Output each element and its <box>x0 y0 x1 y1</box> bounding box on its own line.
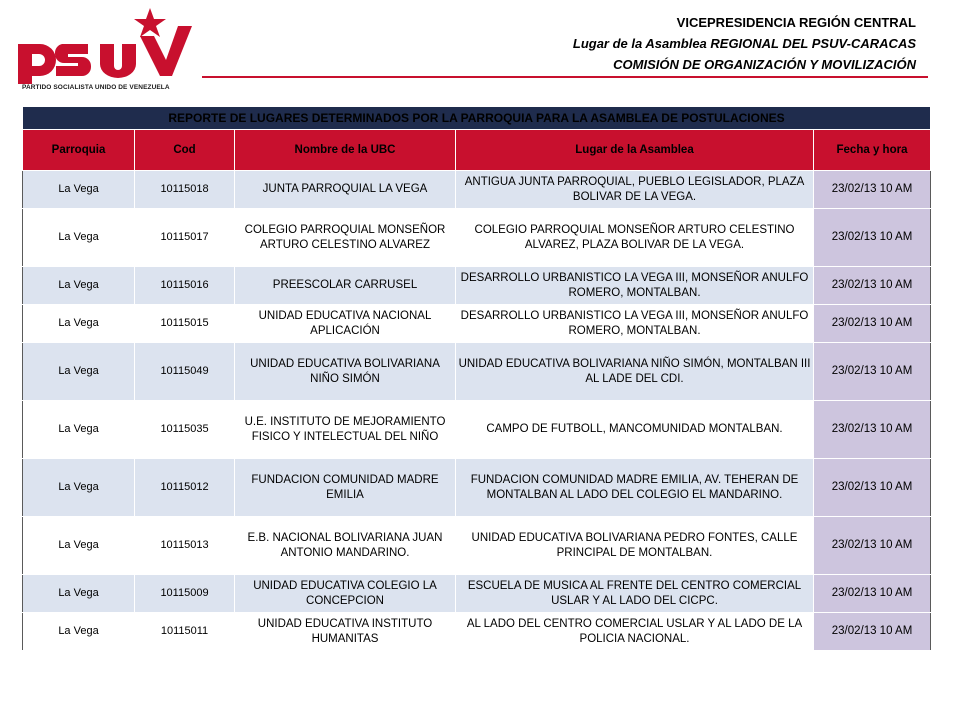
cell-cod: 10115009 <box>135 575 235 613</box>
cell-cod: 10115017 <box>135 209 235 267</box>
table-row <box>23 613 931 651</box>
cell-lugar: CAMPO DE FUTBOLL, MANCOMUNIDAD MONTALBAN. <box>456 401 814 459</box>
cell-fecha: 23/02/13 10 AM <box>814 613 931 651</box>
cell-ubc: UNIDAD EDUCATIVA COLEGIO LA CONCEPCION <box>235 575 456 613</box>
cell-lugar: UNIDAD EDUCATIVA BOLIVARIANA NIÑO SIMÓN, MONTALBAN III AL LADE DEL CDI. <box>456 343 814 401</box>
cell-parroquia: La Vega <box>23 517 135 575</box>
cell-parroquia: La Vega <box>23 343 135 401</box>
table-row <box>23 575 931 613</box>
column-header-fecha: Fecha y hora <box>814 130 931 171</box>
cell-parroquia: La Vega <box>23 459 135 517</box>
cell-fecha: 23/02/13 10 AM <box>814 575 931 613</box>
table-row <box>23 343 931 401</box>
table-row <box>23 401 931 459</box>
cell-lugar: ESCUELA DE MUSICA AL FRENTE DEL CENTRO COMERCIAL USLAR Y AL LADO DEL CICPC. <box>456 575 814 613</box>
header-line-2: Lugar de la Asamblea REGIONAL DEL PSUV-CARACAS <box>572 36 916 51</box>
table-row <box>23 459 931 517</box>
cell-parroquia: La Vega <box>23 613 135 651</box>
cell-fecha: 23/02/13 10 AM <box>814 401 931 459</box>
report-title: REPORTE DE LUGARES DETERMINADOS POR LA PARROQUIA PARA LA ASAMBLEA DE POSTULACIONES <box>23 107 931 130</box>
header-divider <box>202 76 928 78</box>
cell-ubc: UNIDAD EDUCATIVA INSTITUTO HUMANITAS <box>235 613 456 651</box>
header-line-1: VICEPRESIDENCIA REGIÓN CENTRAL <box>676 15 916 30</box>
cell-fecha: 23/02/13 10 AM <box>814 305 931 343</box>
cell-ubc: COLEGIO PARROQUIAL MONSEÑOR ARTURO CELESTINO ALVAREZ <box>235 209 456 267</box>
column-header-row <box>23 130 931 171</box>
cell-lugar: DESARROLLO URBANISTICO LA VEGA III, MONSEÑOR ANULFO ROMERO, MONTALBAN. <box>456 305 814 343</box>
cell-parroquia: La Vega <box>23 171 135 209</box>
cell-ubc: PREESCOLAR CARRUSEL <box>235 267 456 305</box>
cell-parroquia: La Vega <box>23 305 135 343</box>
cell-ubc: UNIDAD EDUCATIVA BOLIVARIANA NIÑO SIMÓN <box>235 343 456 401</box>
cell-fecha: 23/02/13 10 AM <box>814 343 931 401</box>
logo-subtitle: PARTIDO SOCIALISTA UNIDO DE VENEZUELA <box>22 84 170 91</box>
table-row <box>23 209 931 267</box>
cell-ubc: E.B. NACIONAL BOLIVARIANA JUAN ANTONIO MANDARINO. <box>235 517 456 575</box>
header-block <box>573 12 916 75</box>
cell-ubc: FUNDACION COMUNIDAD MADRE EMILIA <box>235 459 456 517</box>
report-table <box>22 106 931 651</box>
cell-cod: 10115011 <box>135 613 235 651</box>
cell-cod: 10115013 <box>135 517 235 575</box>
cell-cod: 10115018 <box>135 171 235 209</box>
cell-cod: 10115012 <box>135 459 235 517</box>
cell-fecha: 23/02/13 10 AM <box>814 517 931 575</box>
cell-cod: 10115049 <box>135 343 235 401</box>
cell-ubc: U.E. INSTITUTO DE MEJORAMIENTO FISICO Y INTELECTUAL DEL NIÑO <box>235 401 456 459</box>
table-row <box>23 171 931 209</box>
column-header-cod: Cod <box>135 130 235 171</box>
table-row <box>23 305 931 343</box>
cell-fecha: 23/02/13 10 AM <box>814 267 931 305</box>
column-header-parroquia: Parroquia <box>23 130 135 171</box>
cell-ubc: UNIDAD EDUCATIVA NACIONAL APLICACIÓN <box>235 305 456 343</box>
cell-parroquia: La Vega <box>23 575 135 613</box>
cell-cod: 10115035 <box>135 401 235 459</box>
cell-lugar: AL LADO DEL CENTRO COMERCIAL USLAR Y AL LADO DE LA POLICIA NACIONAL. <box>456 613 814 651</box>
cell-fecha: 23/02/13 10 AM <box>814 459 931 517</box>
cell-fecha: 23/02/13 10 AM <box>814 171 931 209</box>
star-icon <box>134 8 166 37</box>
cell-lugar: ANTIGUA JUNTA PARROQUIAL, PUEBLO LEGISLADOR, PLAZA BOLIVAR DE LA VEGA. <box>456 171 814 209</box>
cell-fecha: 23/02/13 10 AM <box>814 209 931 267</box>
cell-parroquia: La Vega <box>23 267 135 305</box>
table-row <box>23 517 931 575</box>
cell-lugar: DESARROLLO URBANISTICO LA VEGA III, MONSEÑOR ANULFO ROMERO, MONTALBAN. <box>456 267 814 305</box>
column-header-lugar: Lugar de la Asamblea <box>456 130 814 171</box>
cell-cod: 10115015 <box>135 305 235 343</box>
header-line-3: COMISIÓN DE ORGANIZACIÓN Y MOVILIZACIÓN <box>613 57 916 72</box>
cell-lugar: COLEGIO PARROQUIAL MONSEÑOR ARTURO CELESTINO ALVAREZ, PLAZA BOLIVAR DE LA VEGA. <box>456 209 814 267</box>
column-header-ubc: Nombre de la UBC <box>235 130 456 171</box>
cell-parroquia: La Vega <box>23 209 135 267</box>
cell-parroquia: La Vega <box>23 401 135 459</box>
cell-cod: 10115016 <box>135 267 235 305</box>
report-title-row <box>23 107 931 130</box>
table-row <box>23 267 931 305</box>
cell-ubc: JUNTA PARROQUIAL LA VEGA <box>235 171 456 209</box>
cell-lugar: UNIDAD EDUCATIVA BOLIVARIANA PEDRO FONTES, CALLE PRINCIPAL DE MONTALBAN. <box>456 517 814 575</box>
report-body <box>23 171 931 651</box>
cell-lugar: FUNDACION COMUNIDAD MADRE EMILIA, AV. TEHERAN DE MONTALBAN AL LADO DEL COLEGIO EL MANDARINO. <box>456 459 814 517</box>
